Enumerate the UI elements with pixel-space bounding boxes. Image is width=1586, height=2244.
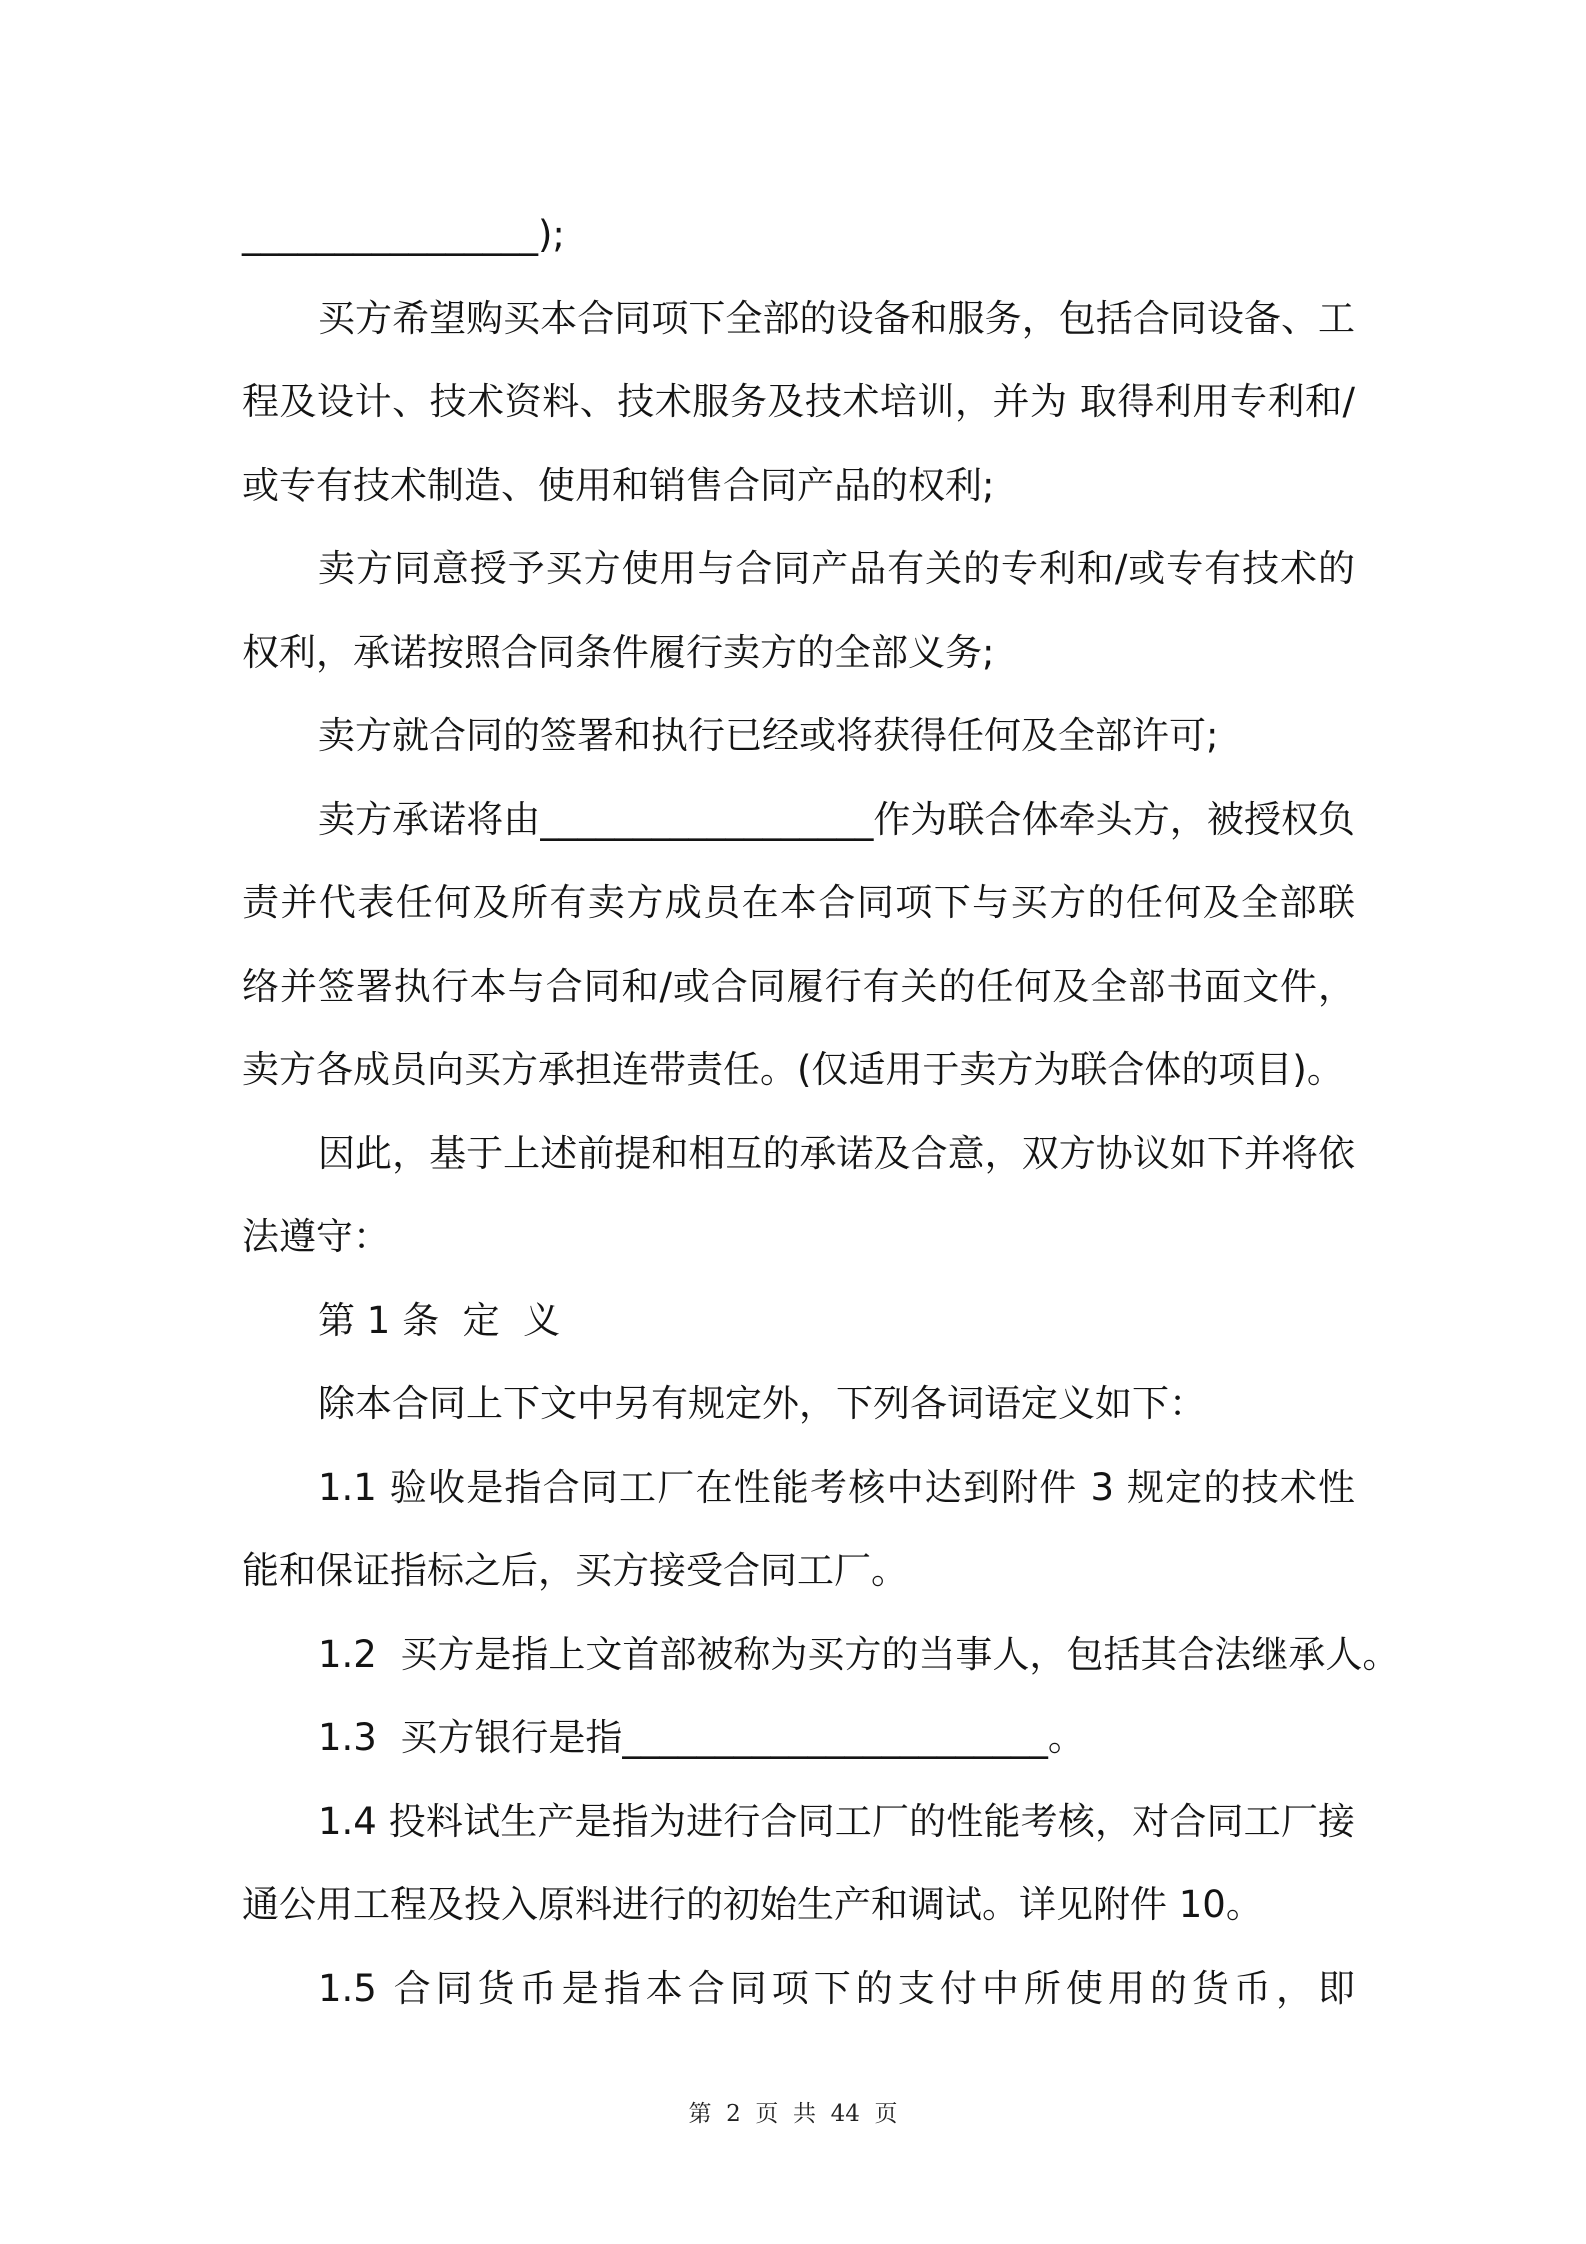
text-line: 卖方同意授予买方使用与合同产品有关的专利和/或专有技术的 bbox=[318, 547, 1355, 590]
text-line: 卖方就合同的签署和执行已经或将获得任何及全部许可; bbox=[318, 714, 1219, 757]
text-line: 1.5 合同货币是指本合同项下的支付中所使用的货币，即 bbox=[318, 1966, 1355, 2010]
definition-1-4 bbox=[242, 1780, 1355, 1947]
text-line: 通公用工程及投入原料进行的初始生产和调试。详见附件 10。 bbox=[242, 1883, 1263, 1926]
text-line: ________________); bbox=[242, 213, 565, 256]
text-line: 1.4 投料试生产是指为进行合同工厂的性能考核，对合同工厂接 bbox=[318, 1799, 1355, 1843]
text-line: 法遵守： bbox=[242, 1215, 390, 1258]
article-heading bbox=[242, 1279, 1355, 1363]
text-line: 程及设计、技术资料、技术服务及技术培训，并为 取得利用专利和/ bbox=[242, 380, 1355, 423]
text-line: 1.2 买方是指上文首部被称为买方的当事人，包括其合法继承人。 bbox=[318, 1632, 1400, 1676]
page-number-footer: 第 2 页 共 44 页 bbox=[688, 2101, 898, 2127]
paragraph-consortium-leader bbox=[242, 778, 1355, 1112]
text-line: 权利，承诺按照合同条件履行卖方的全部义务; bbox=[242, 630, 995, 674]
document-body bbox=[242, 193, 1400, 2030]
text-line: 除本合同上下文中另有规定外，下列各词语定义如下： bbox=[318, 1382, 1206, 1425]
paragraph-continuation bbox=[242, 193, 1355, 277]
definition-1-5 bbox=[242, 1947, 1355, 2031]
paragraph-agreement bbox=[242, 1112, 1355, 1279]
text-line: 因此，基于上述前提和相互的承诺及合意，双方协议如下并将依 bbox=[318, 1131, 1355, 1175]
definition-1-2 bbox=[242, 1613, 1400, 1697]
paragraph-seller-grant bbox=[242, 527, 1355, 694]
paragraph-definitions-intro bbox=[242, 1362, 1355, 1446]
paragraph-buyer-intent bbox=[242, 277, 1355, 528]
article-1-title: 第 1 条 定 义 bbox=[318, 1298, 561, 1342]
text-line: 1.1 验收是指合同工厂在性能考核中达到附件 3 规定的技术性 bbox=[318, 1465, 1355, 1509]
text-line: 买方希望购买本合同项下全部的设备和服务，包括合同设备、工 bbox=[318, 296, 1355, 340]
text-line: 1.3 买方银行是指_______________________。 bbox=[318, 1716, 1085, 1759]
definition-1-1 bbox=[242, 1446, 1355, 1613]
paragraph-seller-permits bbox=[242, 694, 1355, 778]
definition-1-3 bbox=[242, 1696, 1355, 1780]
text-line: 卖方各成员向买方承担连带责任。(仅适用于卖方为联合体的项目)。 bbox=[242, 1048, 1344, 1091]
text-line: 或专有技术制造、使用和销售合同产品的权利; bbox=[242, 463, 995, 507]
text-line: 能和保证指标之后，买方接受合同工厂。 bbox=[242, 1549, 908, 1592]
text-line: 责并代表任何及所有卖方成员在本合同项下与买方的任何及全部联 bbox=[242, 881, 1355, 924]
text-line: 卖方承诺将由__________________作为联合体牵头方，被授权负 bbox=[318, 797, 1355, 841]
text-line: 络并签署执行本与合同和/或合同履行有关的任何及全部书面文件， bbox=[242, 964, 1355, 1008]
